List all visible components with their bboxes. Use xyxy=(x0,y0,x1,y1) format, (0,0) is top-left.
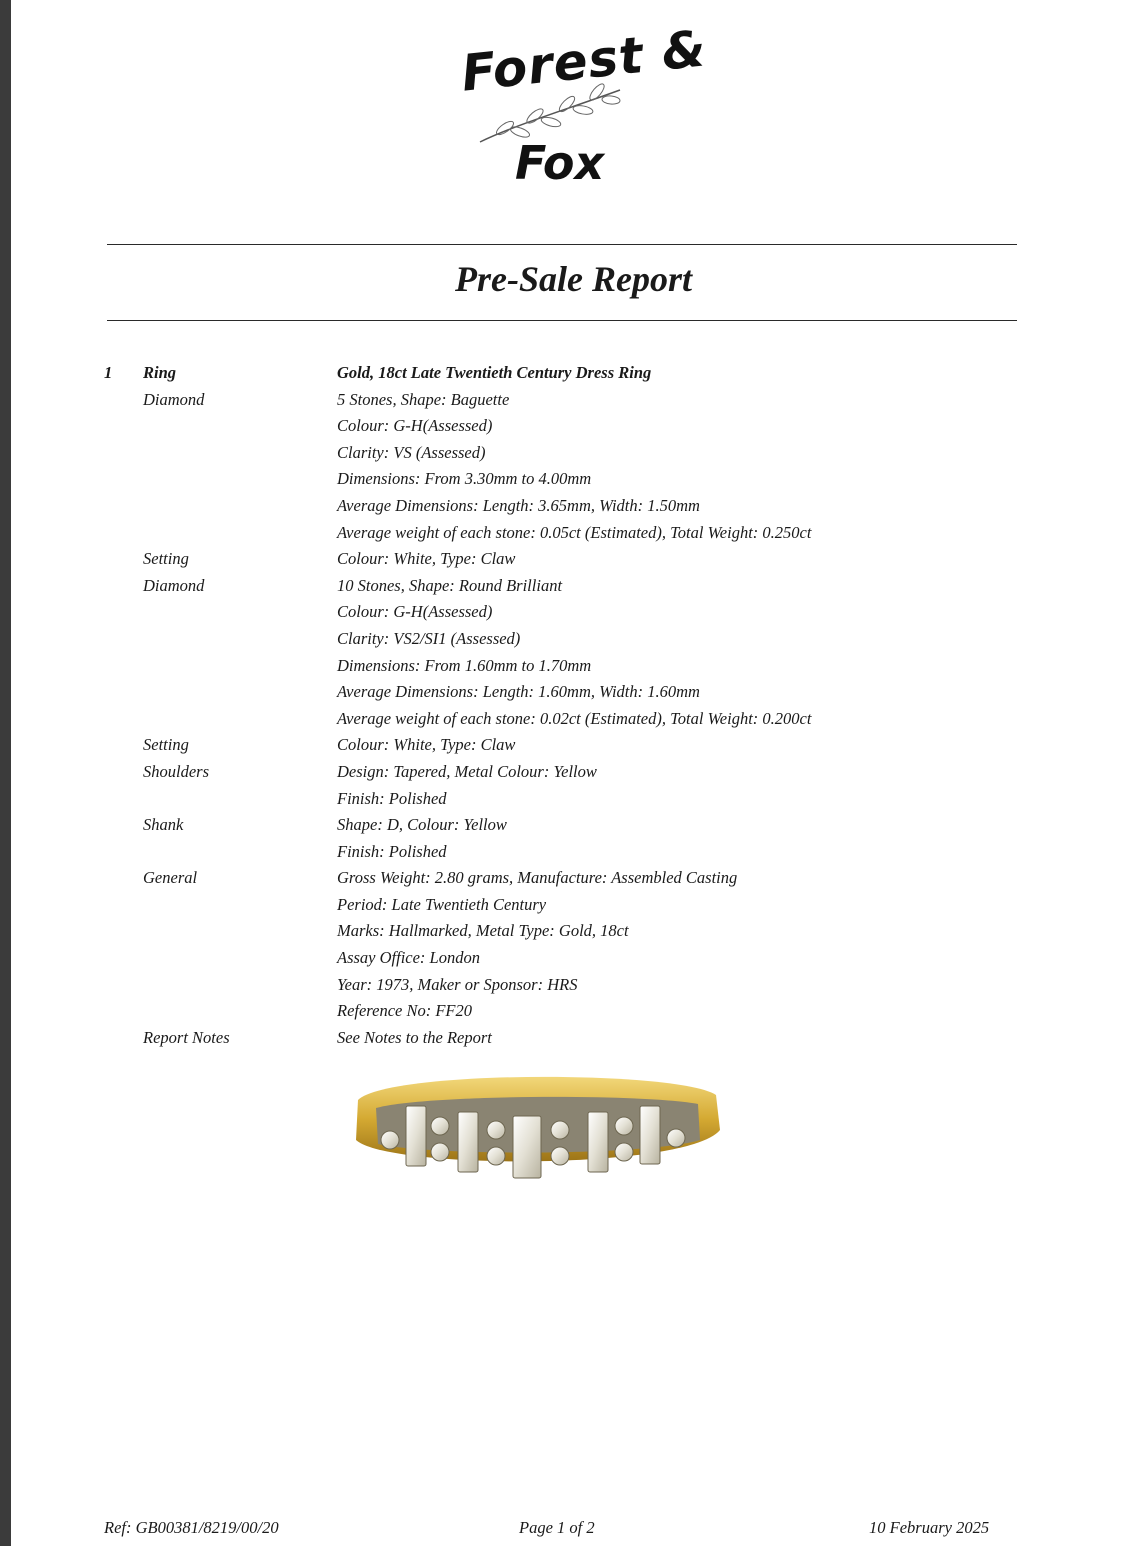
report-row xyxy=(104,652,1034,679)
report-row xyxy=(104,625,1034,652)
row-label: Setting xyxy=(143,549,189,569)
report-row xyxy=(104,731,1034,758)
row-value: Colour: G-H(Assessed) xyxy=(337,602,493,622)
row-value: Colour: G-H(Assessed) xyxy=(337,416,493,436)
report-row xyxy=(104,811,1034,838)
report-row xyxy=(104,758,1034,785)
report-row xyxy=(104,1024,1034,1051)
row-value: Average weight of each stone: 0.05ct (Estimated), Total Weight: 0.250ct xyxy=(337,522,812,542)
page-title: Pre-Sale Report xyxy=(455,259,692,299)
row-label: Shoulders xyxy=(143,761,209,781)
row-label: Shank xyxy=(143,815,184,835)
row-label: Diamond xyxy=(143,389,205,409)
row-value: Finish: Polished xyxy=(337,841,447,861)
row-value: Clarity: VS (Assessed) xyxy=(337,442,486,462)
logo-text-line2: Fox xyxy=(515,136,605,190)
header-rule-bottom xyxy=(107,320,1017,321)
footer-date: 10 February 2025 xyxy=(869,1518,990,1537)
row-label: Diamond xyxy=(143,575,205,595)
report-row xyxy=(104,492,1034,519)
row-label: Report Notes xyxy=(143,1027,230,1047)
window-edge xyxy=(0,0,11,1546)
row-label: General xyxy=(143,868,198,888)
row-value: Year: 1973, Maker or Sponsor: HRS xyxy=(337,974,578,994)
row-value: Period: Late Twentieth Century xyxy=(337,894,547,914)
report-row xyxy=(104,917,1034,944)
row-value: Average weight of each stone: 0.02ct (Estimated), Total Weight: 0.200ct xyxy=(337,708,812,728)
row-value: Dimensions: From 3.30mm to 4.00mm xyxy=(337,469,592,489)
row-value: Dimensions: From 1.60mm to 1.70mm xyxy=(337,655,592,675)
row-value: Shape: D, Colour: Yellow xyxy=(337,815,507,835)
report-row xyxy=(104,412,1034,439)
report-row xyxy=(104,705,1034,732)
report-row xyxy=(104,439,1034,466)
row-value: Colour: White, Type: Claw xyxy=(337,735,516,755)
report-row xyxy=(104,785,1034,812)
report-row xyxy=(104,359,1034,386)
row-value: Marks: Hallmarked, Metal Type: Gold, 18ct xyxy=(337,921,629,941)
report-row xyxy=(104,465,1034,492)
report-row xyxy=(104,678,1034,705)
row-value: Reference No: FF20 xyxy=(337,1001,472,1021)
row-value: See Notes to the Report xyxy=(337,1027,492,1047)
report-row xyxy=(104,891,1034,918)
report-row xyxy=(104,864,1034,891)
report-row xyxy=(104,838,1034,865)
report-row xyxy=(104,944,1034,971)
row-value: Gold, 18ct Late Twentieth Century Dress Ring xyxy=(337,363,652,382)
ring-photo xyxy=(348,1060,726,1202)
row-value: Gross Weight: 2.80 grams, Manufacture: Assembled Casting xyxy=(337,868,738,888)
report-row xyxy=(104,598,1034,625)
row-value: Finish: Polished xyxy=(337,788,447,808)
row-value: 10 Stones, Shape: Round Brilliant xyxy=(337,575,563,595)
row-value: Average Dimensions: Length: 3.65mm, Width: 1.50mm xyxy=(337,495,700,515)
report-row xyxy=(104,971,1034,998)
row-value: Design: Tapered, Metal Colour: Yellow xyxy=(337,761,597,781)
footer-reference: Ref: GB00381/8219/00/20 xyxy=(104,1518,279,1537)
report-row xyxy=(104,519,1034,546)
item-number: 1 xyxy=(104,363,113,382)
row-value: Average Dimensions: Length: 1.60mm, Width: 1.60mm xyxy=(337,682,700,702)
report-table xyxy=(104,359,1034,1050)
row-value: Assay Office: London xyxy=(337,948,480,968)
header-rule-top xyxy=(107,244,1017,245)
logo-text-line1: Forest & xyxy=(458,19,710,103)
row-label: Setting xyxy=(143,735,189,755)
forest-and-fox-logo xyxy=(455,19,710,198)
report-row xyxy=(104,545,1034,572)
row-value: Colour: White, Type: Claw xyxy=(337,549,516,569)
report-row xyxy=(104,572,1034,599)
row-value: 5 Stones, Shape: Baguette xyxy=(337,389,510,409)
report-row xyxy=(104,997,1034,1024)
row-label: Ring xyxy=(143,363,177,382)
report-row xyxy=(104,386,1034,413)
footer-page-number: Page 1 of 2 xyxy=(519,1518,595,1537)
row-value: Clarity: VS2/SI1 (Assessed) xyxy=(337,628,521,648)
